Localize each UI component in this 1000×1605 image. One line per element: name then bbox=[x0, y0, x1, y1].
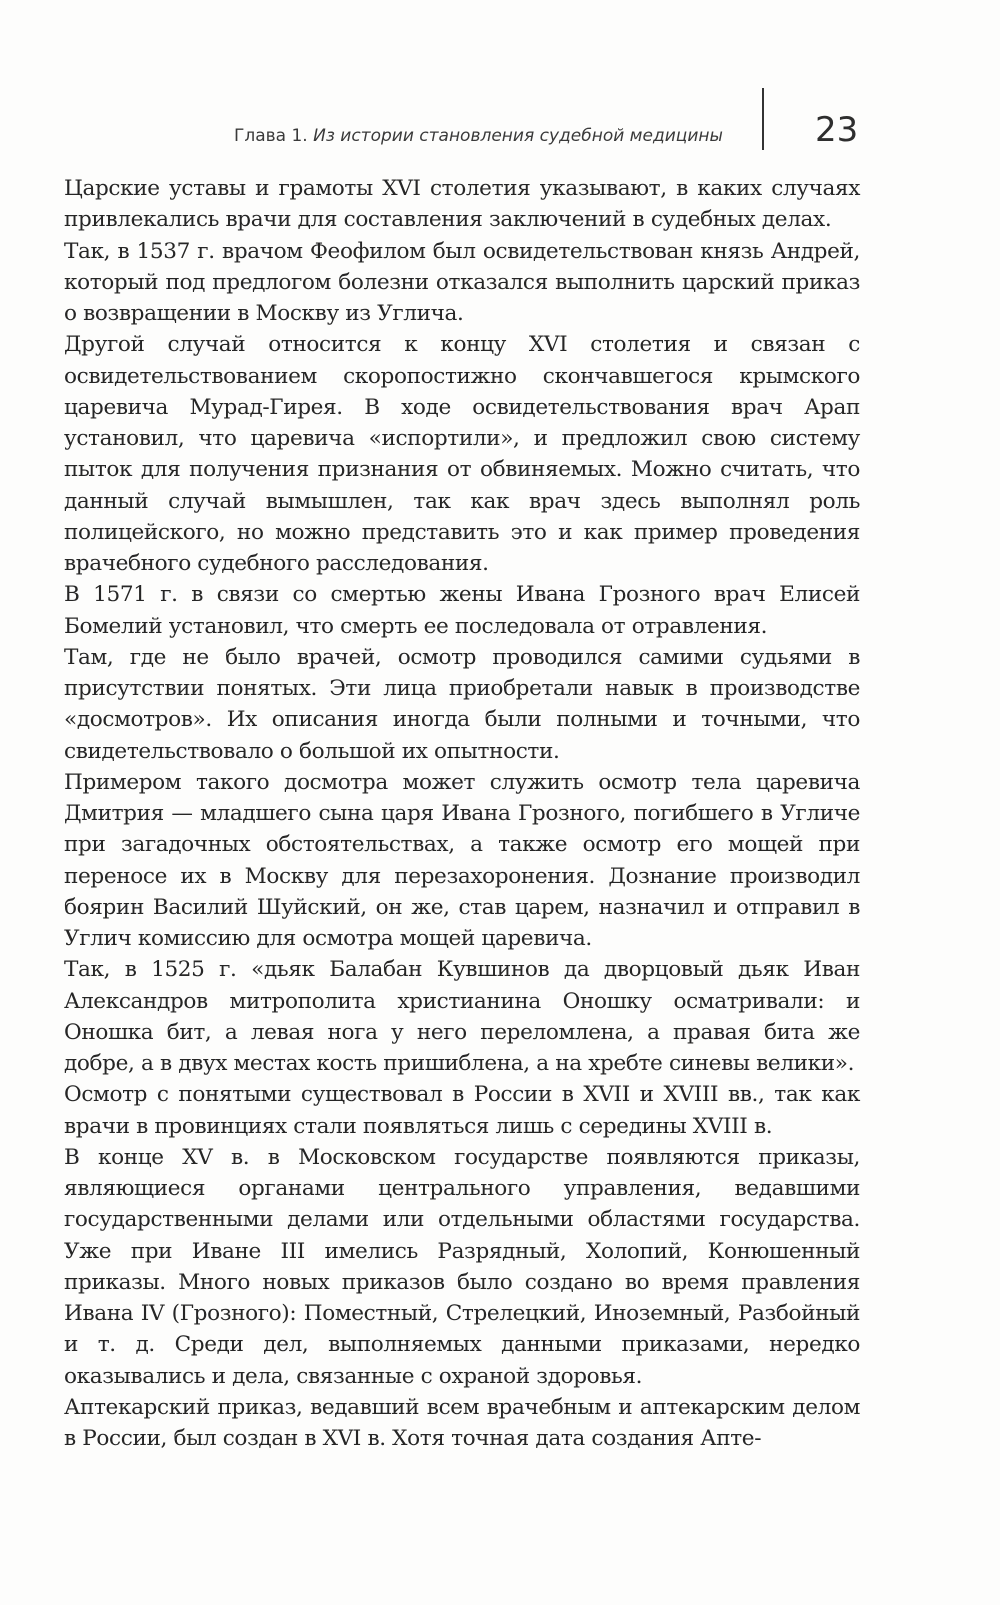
paragraph: Так, в 1537 г. врачом Феофилом был освидетельствован князь Андрей, который под предлогом болезни отказался выполнить царский приказ о возвращении в Москву из Углича. bbox=[64, 238, 860, 326]
chapter-title: Из истории становления судебной медицины bbox=[313, 126, 723, 146]
paragraph: Так, в 1525 г. «дьяк Балабан Кувшинов да дворцовый дьяк Иван Александров митрополита христианина Оношку осматривали: и Оношка бит, а левая нога у него переломлена, а правая бита же добре, а в двух местах кость пришиблена, а на хребте синевы велики». bbox=[64, 957, 860, 1076]
page-number: 23 bbox=[815, 110, 859, 150]
paragraph: В конце XV в. в Московском государстве появляются приказы, являющиеся органами центрального управления, ведавшими государственными делами или отдельными областями государства. Уже при Иване III имелись Разрядный, Холопий, Конюшенный приказы. Много новых приказов было создано во время правления Ивана IV (Грозного): Поместный, Стрелецкий, Иноземный, Разбойный и т. д. Среди дел, выполняемых данными приказами, нередко оказывались и дела, связанные с охраной здоровья. bbox=[64, 1144, 860, 1389]
paragraph: Аптекарский приказ, ведавший всем врачебным и аптекарским делом в России, был создан в XVI в. Хотя точная дата создания Апте- bbox=[64, 1394, 860, 1451]
paragraph: Примером такого досмотра может служить осмотр тела царевича Дмитрия — младшего сына царя Ивана Грозного, погибшего в Угличе при загадочных обстоятельствах, а также осмотр его мощей при переносе их в Москву для перезахоронения. Дознание производил боярин Василий Шуйский, он же, став царем, назначил и отправил в Углич комиссию для осмотра мощей царевича. bbox=[64, 769, 860, 951]
paragraph: Другой случай относится к концу XVI столетия и связан с освидетельствованием скоропостижно скончавшегося крымского царевича Мурад-Гирея. В ходе освидетельствования врач Арап установил, что царевича «испортили», и предложил свою систему пыток для получения признания от обвиняемых. Можно считать, что данный случай вымышлен, так как врач здесь выполнял роль полицейского, но можно представить это и как пример проведения врачебного судебного расследования. bbox=[64, 332, 860, 576]
header-divider bbox=[762, 88, 764, 150]
paragraph: Осмотр с понятыми существовал в России в XVII и XVIII вв., так как врачи в провинциях стали появляться лишь с середины XVIII в. bbox=[64, 1082, 860, 1139]
body-text bbox=[64, 173, 860, 1454]
chapter-label: Глава 1. bbox=[234, 126, 308, 146]
paragraph: Там, где не было врачей, осмотр проводился самими судьями в присутствии понятых. Эти лица приобретали навык в производстве «досмотров». Их описания иногда были полными и точными, что свидетельствовало о большой их опытности. bbox=[64, 644, 860, 764]
paragraph: В 1571 г. в связи со смертью жены Ивана Грозного врач Елисей Бомелий установил, что смерть ее последовала от отравления. bbox=[64, 582, 860, 639]
running-head bbox=[234, 126, 723, 146]
paragraph: Царские уставы и грамоты XVI столетия указывают, в каких случаях привлекались врачи для составления заключений в судебных делах. bbox=[64, 176, 860, 233]
